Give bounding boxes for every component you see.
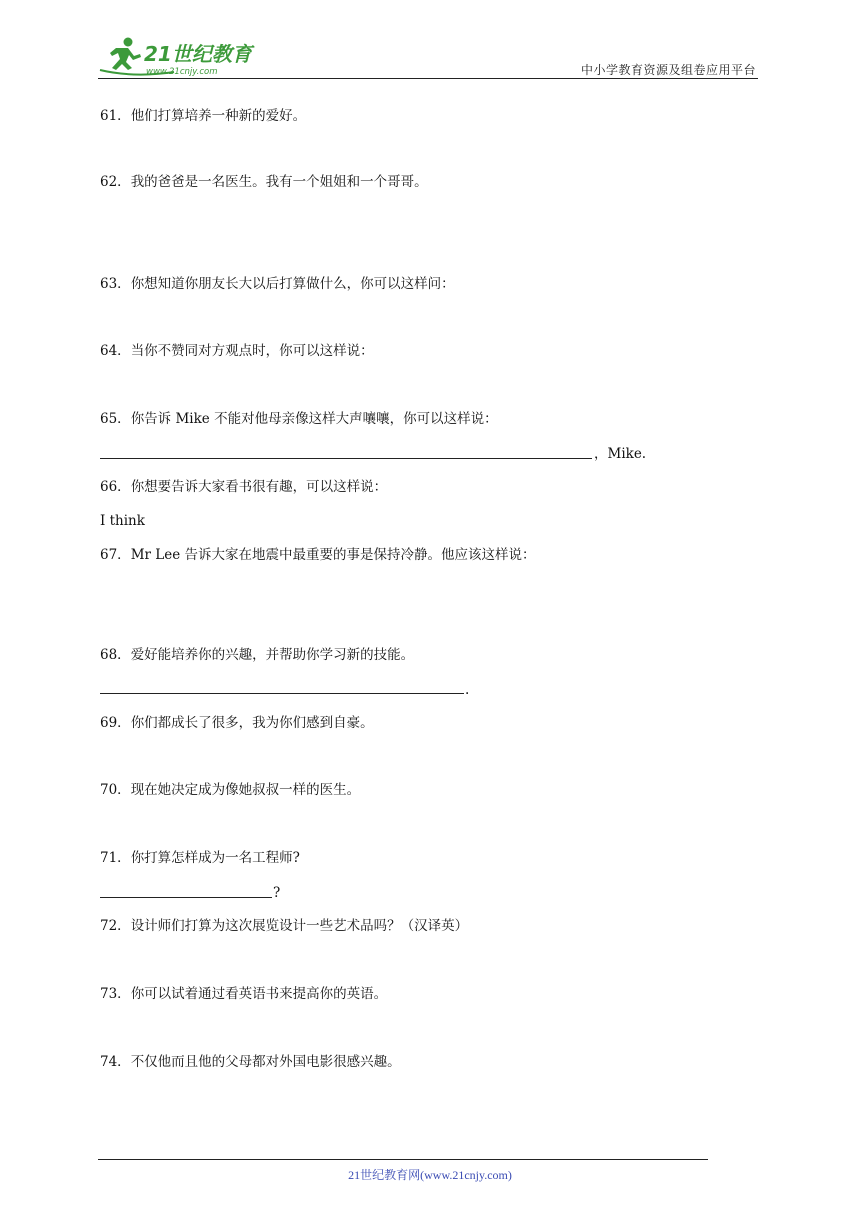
question-number: 68． bbox=[100, 647, 131, 663]
header-divider bbox=[98, 78, 758, 79]
question-number: 73． bbox=[100, 986, 131, 1002]
question-number: 64． bbox=[100, 343, 131, 359]
footer-link[interactable]: 21世纪教育网(www.21cnjy.com) bbox=[348, 1168, 512, 1182]
question-70 bbox=[100, 780, 360, 800]
question-text: 你想知道你朋友长大以后打算做什么，你可以这样问： bbox=[130, 276, 455, 292]
site-logo bbox=[94, 34, 264, 78]
question-66 bbox=[100, 477, 387, 497]
question-number: 70． bbox=[100, 782, 131, 798]
question-71 bbox=[100, 848, 300, 868]
question-text: 你告诉 Mike 不能对他母亲像这样大声嚷嚷，你可以这样说： bbox=[130, 411, 498, 427]
question-text: 你想要告诉大家看书很有趣，可以这样说： bbox=[130, 479, 388, 495]
question-text: 不仅他而且他的父母都对外国电影很感兴趣。 bbox=[130, 1054, 401, 1070]
question-number: 72． bbox=[100, 918, 131, 934]
question-number: 69． bbox=[100, 715, 131, 731]
question-number: 62． bbox=[100, 174, 131, 190]
answer-tail-68: . bbox=[465, 682, 470, 698]
question-text: 你打算怎样成为一名工程师? bbox=[130, 850, 300, 866]
answer-tail-65: ，Mike. bbox=[594, 446, 647, 462]
question-68 bbox=[100, 645, 414, 665]
question-number: 74． bbox=[100, 1054, 131, 1070]
question-number: 61． bbox=[100, 108, 131, 124]
question-text: 设计师们打算为这次展览设计一些艺术品吗？（汉译英） bbox=[130, 918, 469, 934]
question-74 bbox=[100, 1052, 401, 1072]
question-text: 当你不赞同对方观点时，你可以这样说： bbox=[130, 343, 374, 359]
question-text: 爱好能培养你的兴趣，并帮助你学习新的技能。 bbox=[130, 647, 415, 663]
question-65 bbox=[100, 409, 498, 429]
question-63 bbox=[100, 274, 455, 294]
question-text: Mr Lee 告诉大家在地震中最重要的事是保持冷静。他应该这样说： bbox=[130, 547, 536, 563]
question-67 bbox=[100, 545, 536, 565]
question-73 bbox=[100, 984, 387, 1004]
question-number: 66． bbox=[100, 479, 131, 495]
question-text: 我的爸爸是一名医生。我有一个姐姐和一个哥哥。 bbox=[130, 174, 428, 190]
footer-divider bbox=[98, 1159, 708, 1160]
answer-blank-65[interactable] bbox=[100, 458, 592, 459]
question-number: 71． bbox=[100, 850, 131, 866]
answer-prefix-66: I think bbox=[100, 513, 145, 529]
answer-blank-71[interactable] bbox=[100, 897, 272, 898]
question-62 bbox=[100, 172, 428, 192]
question-text: 他们打算培养一种新的爱好。 bbox=[130, 108, 307, 124]
question-text: 你可以试着通过看英语书来提高你的英语。 bbox=[130, 986, 388, 1002]
answer-tail-71: ? bbox=[273, 885, 281, 901]
question-64 bbox=[100, 341, 374, 361]
question-number: 67． bbox=[100, 547, 131, 563]
answer-blank-68[interactable] bbox=[100, 693, 464, 694]
question-text: 你们都成长了很多，我为你们感到自豪。 bbox=[130, 715, 374, 731]
logo-url: www.21cnjy.com bbox=[146, 67, 218, 77]
logo-text: 21世纪教育 bbox=[144, 42, 252, 66]
question-number: 65． bbox=[100, 411, 131, 427]
question-number: 63． bbox=[100, 276, 131, 292]
question-text: 现在她决定成为像她叔叔一样的医生。 bbox=[130, 782, 361, 798]
question-69 bbox=[100, 713, 374, 733]
platform-name: 中小学教育资源及组卷应用平台 bbox=[580, 63, 756, 77]
question-61 bbox=[100, 106, 306, 126]
question-72 bbox=[100, 916, 468, 936]
